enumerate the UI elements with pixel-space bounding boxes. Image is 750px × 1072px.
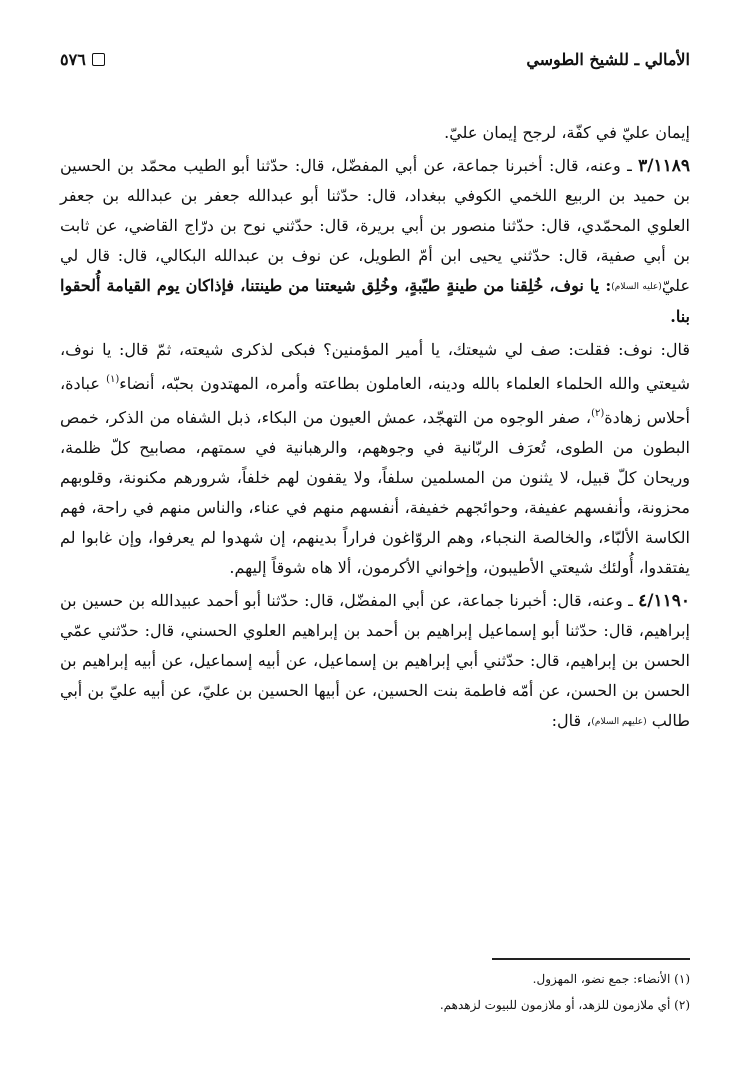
hadith-number: ٤/١١٩٠ xyxy=(638,591,690,611)
honorific: (عليهم السلام) xyxy=(591,717,647,727)
page-header xyxy=(60,44,690,74)
footnote-ref-2[interactable]: (٢) xyxy=(591,408,605,419)
hadith-text: ـ وعنه، قال: أخبرنا جماعة، عن أبي المفضّل، قال: حدّثنا أبو أحمد عبيدالله بن حسين بن إبراهيم، قال: حدّثنا أبو إسماعيل إبراهيم بن أحمد بن إبراهيم العلوي الحسني، قال: حدّثني عمّي الحسن بن إبراهيم، قال: حدّثني أبي إبراهيم بن إسماعيل، عن أبيه إسماعيل، عن أبيه إبراهيم بن الحسن بن الحسن، عن أمّه فاطمة بنت الحسين، عن أبيها الحسين بن عليّ، عن أبيه عليّ بن أبي طالب xyxy=(60,591,691,730)
hadith-text-quoted: : يا نوف، خُلِقنا من طينةٍ طيّبةٍ، وخُلِق شيعتنا من طينتنا، فإذاكان يوم القيامة أُلحقوا بنا. xyxy=(60,276,690,326)
running-title: الأمالي ـ للشيخ الطوسي xyxy=(526,49,690,69)
footnote-divider xyxy=(492,958,690,960)
footnote-ref-1[interactable]: (١) xyxy=(106,374,120,385)
hadith-text: ـ وعنه، قال: أخبرنا جماعة، عن أبي المفضّل، قال: حدّثنا أبو الطيب محمّد بن الحسين بن حميد بن الربيع اللخمي الكوفي ببغداد، قال: حدّثنا أبو عبدالله جعفر بن عبدالله بن جعفر العلوي المحمّدي، قال: حدّثنا منصور بن أبي بريرة، قال: حدّثني نوح بن درّاج القاضي، عن ثابت بن أبي صفية، قال: حدّثني يحيى ابن أمّ الطويل، عن نوف بن عبدالله البكالي، قال: قال لي عليّ xyxy=(60,156,690,295)
page-number-value: ٥٧٦ xyxy=(60,49,86,69)
hadith-number: ٣/١١٨٩ xyxy=(638,156,690,176)
hadith-1189 xyxy=(60,151,690,332)
page-number xyxy=(60,50,105,69)
square-ornament-icon xyxy=(92,53,105,66)
paragraph-intro: إيمان عليّ في كفّة، لرجح إيمان عليّ. xyxy=(444,123,690,142)
honorific: (عليه السلام) xyxy=(611,282,662,292)
main-text xyxy=(60,118,690,740)
footnote-1: (١) الأنضاء: جمع نضو، المهزول. xyxy=(532,972,690,986)
footnote-2: (٢) أي ملازمون للزهد، أو ملازمون للبيوت لزهدهم. xyxy=(439,998,690,1012)
footnotes xyxy=(60,966,690,1018)
paragraph-nawf: قال: نوف: فقلت: صف لي شيعتك، يا أمير المؤمنين؟ فبكى لذكرى شيعته، ثمّ قال: يا نوف، شيعتي والله الحلماء العلماء بالله ودينه، العاملون بطاعته وأمره، المهتدون بحبّه، أنضاء$^{(١)}$ عبادة، أحلاس زهادة$^{(٢)}$، صفر الوجوه من التهجّد، عمش العيون من البكاء، ذبل الشفاه من الذكر، خمص البطون من الطوى، تُعرَف الربّانية في وجوههم، والرهبانية في سمتهم، مصابيح كلّ ظلمة، وريحان كلّ قبيل، لا يثنون من المسلمين سلفاً، ولا يقفون لهم خلفاً، شرورهم مكنونة، وقلوبهم محزونة، وأنفسهم عفيفة، وحوائجهم خفيفة، أنفسهم منهم في عناء، والناس منهم في راحة، فهم الكاسة الألبّاء، والخالصة النجباء، وهم الروّاغون فراراً بدينهم، إن شهدوا لم يعرفوا، وإن غابوا لم يفتقدوا، أُولئك شيعتي الأطيبون، وإخواني الأكرمون، ألا هاه شوقاً إليهم. xyxy=(60,340,690,577)
hadith-1190: ٤/١١٩٠ ـ وعنه، قال: أخبرنا جماعة، عن أبي المفضّل، قال: حدّثنا أبو أحمد عبيدالله بن حسين بن إبراهيم، قال: حدّثنا أبو إسماعيل إبراهيم بن أحمد بن إبراهيم العلوي الحسني، قال: حدّثني عمّي الحسن بن إبراهيم، قال: حدّثني أبي إبراهيم بن إسماعيل، عن أبيه إسماعيل، عن أبيه إبراهيم بن الحسن بن الحسن، عن أمّه فاطمة بنت الحسين، عن أبيها الحسين بن عليّ، عن أبيه عليّ بن أبي طالب (عليهم السلام)، قال: xyxy=(60,591,691,730)
